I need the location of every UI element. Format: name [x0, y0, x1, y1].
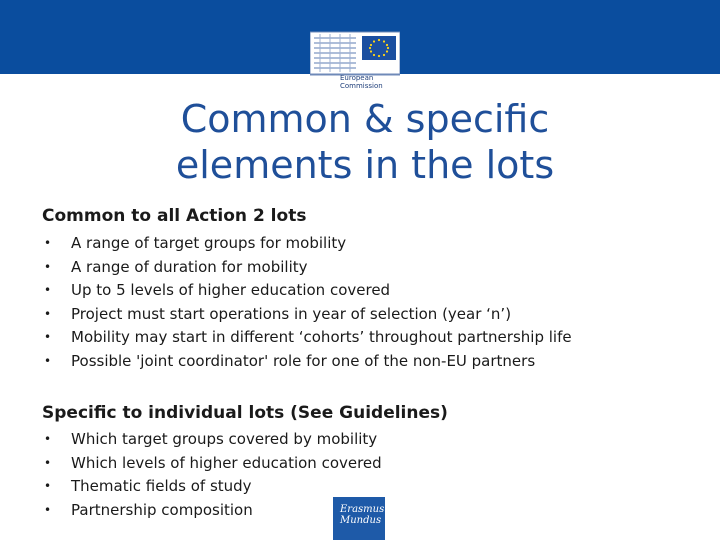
list-item: • A range of target groups for mobility: [42, 232, 572, 256]
logo-caption: European Commission: [340, 74, 383, 90]
bullet-icon: •: [44, 479, 52, 493]
section-heading-specific: Specific to individual lots (See Guidelines): [42, 403, 448, 423]
bullet-icon: •: [44, 306, 52, 321]
erasmus-mundus-logo: [333, 497, 385, 540]
bullet-icon: •: [44, 502, 52, 517]
bullet-icon: •: [44, 432, 52, 446]
badge-line-2: Mundus: [340, 515, 382, 526]
list-item: • Which target groups covered by mobility: [42, 428, 382, 452]
specific-list: [42, 428, 382, 522]
bullet-icon: •: [44, 353, 52, 368]
european-commission-logo: [310, 14, 400, 106]
common-list: [42, 232, 572, 373]
list-item: • Mobility may start in different ‘cohorts’ throughout partnership life: [42, 326, 572, 350]
list-item: • Partnership composition: [42, 499, 382, 523]
bullet-icon: •: [44, 283, 52, 297]
list-item: • Up to 5 levels of higher education covered: [42, 279, 572, 303]
list-item: • Thematic fields of study: [42, 475, 382, 499]
badge-line-1: Erasmus: [340, 504, 385, 515]
bullet-icon: •: [44, 455, 52, 470]
bullet-icon: •: [44, 259, 52, 274]
list-item: • Project must start operations in year of selection (year ‘n’): [42, 303, 572, 327]
list-item: • Which levels of higher education covered: [42, 452, 382, 476]
section-heading-common: Common to all Action 2 lots: [42, 206, 307, 226]
list-item: • A range of duration for mobility: [42, 256, 572, 280]
page-title: Common & specific elements in the lots: [175, 97, 555, 187]
bullet-icon: •: [44, 236, 52, 250]
bullet-icon: •: [44, 330, 52, 344]
list-item: • Possible 'joint coordinator' role for one of the non-EU partners: [42, 350, 572, 374]
